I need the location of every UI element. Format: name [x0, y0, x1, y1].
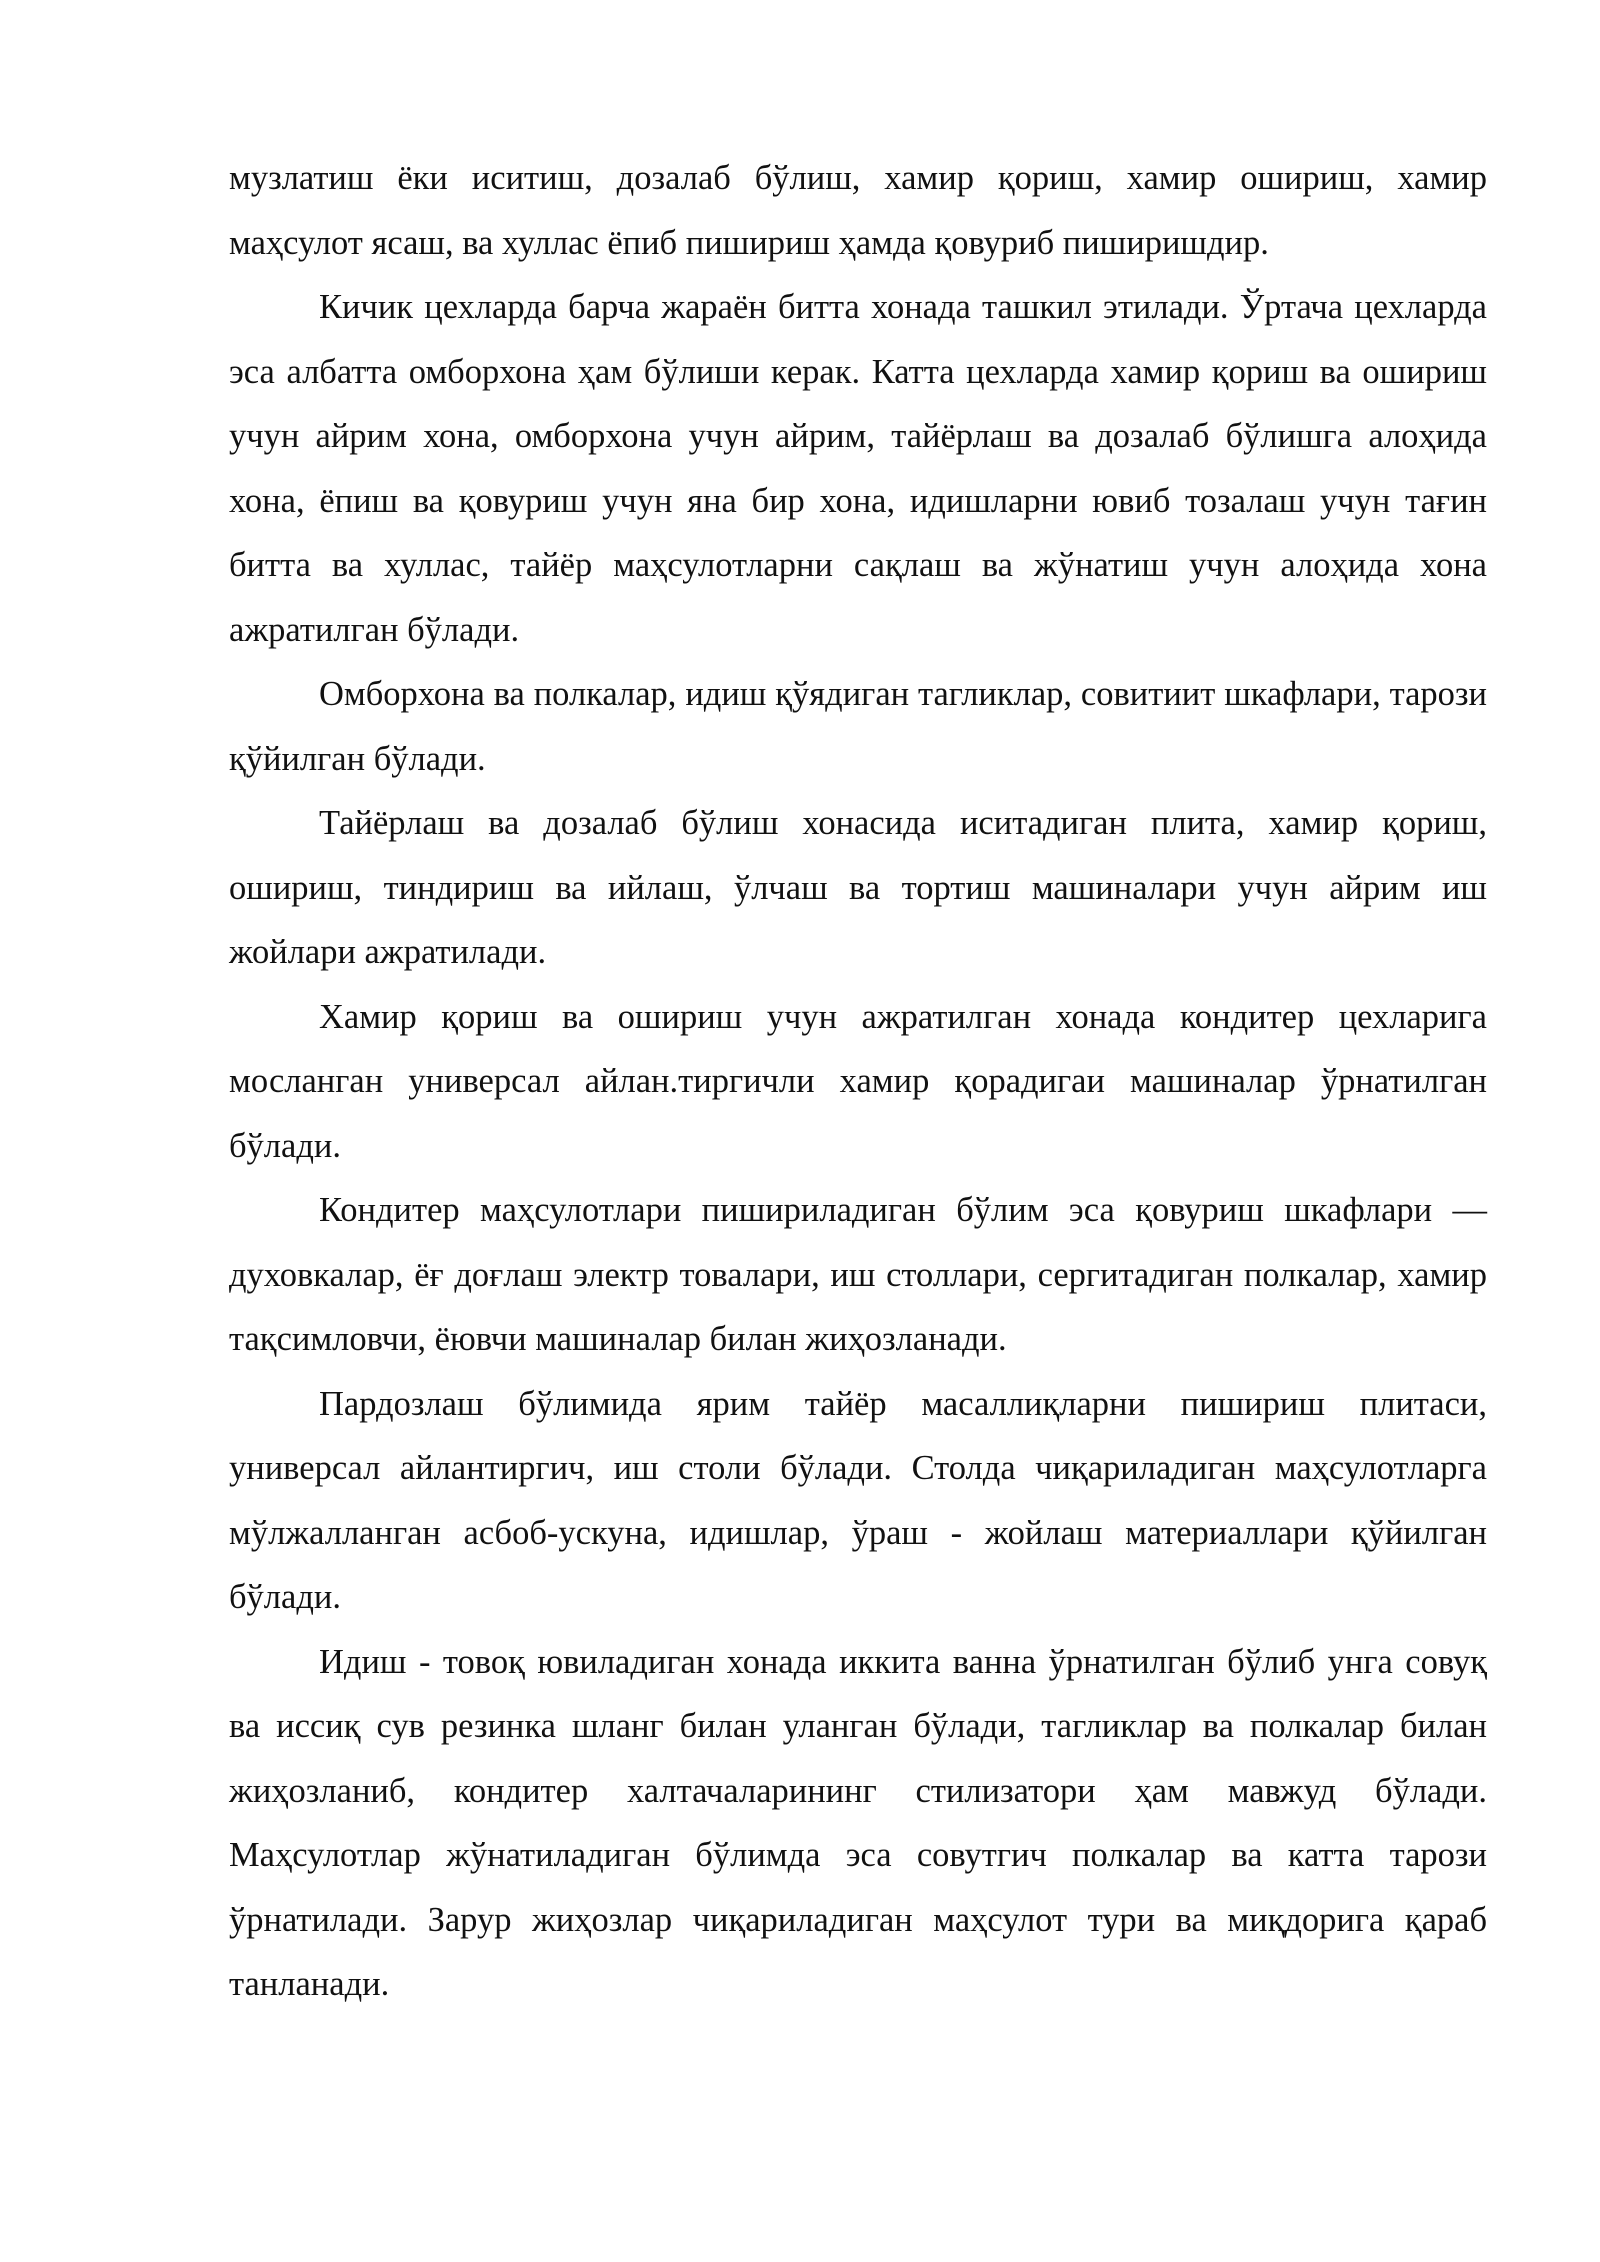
paragraph-8: Идиш - товоқ ювиладиган хонада иккита ванна ўрнатилган бўлиб унга совуқ ва иссиқ сув резинка шланг билан уланган бўлади, тагликлар ва полкалар билан жиҳозланиб, кондитер халтачаларининг стилизатори ҳам мавжуд бўлади. Маҳсулотлар жўнатиладиган бўлимда эса совутгич полкалар ва катта тарози ўрнатилади. Зарур жиҳозлар чиқариладиган маҳсулот тури ва миқдорига қараб танланади.	[229, 1642, 1487, 2003]
paragraph-1: музлатиш ёки иситиш, дозалаб бўлиш, хамир қориш, хамир ошириш, хамир маҳсулот ясаш, ва хуллас ёпиб пишириш ҳамда қовуриб пиширишдир.	[229, 159, 1487, 262]
paragraph-4: Тайёрлаш ва дозалаб бўлиш хонасида иситадиган плита, хамир қориш, ошириш, тиндириш ва ийлаш, ўлчаш ва тортиш машиналари учун айрим иш жойлари ажратилади.	[229, 804, 1487, 971]
paragraph-5: Хамир қориш ва ошириш учун ажратилган хонада кондитер цехларига мосланган универсал айлан.тиргичли хамир қорадигаи машиналар ўрнатилган бўлади.	[229, 997, 1487, 1165]
paragraph-7: Пардозлаш бўлимида ярим тайёр масаллиқларни пишириш плитаси, универсал айлантиргич, иш столи бўлади. Столда чиқариладиган маҳсулотларга мўлжалланган асбоб-ускуна, идишлар, ўраш - жойлаш материаллари қўйилган бўлади.	[229, 1384, 1487, 1616]
paragraph-2: Кичик цехларда барча жараён битта хонада ташкил этилади. Ўртача цехларда эса албатта омборхона ҳам бўлиши керак. Катта цехларда хамир қориш ва ошириш учун айрим хона, омборхона учун айрим, тайёрлаш ва дозалаб бўлишга алоҳида хона, ёпиш ва қовуриш учун яна бир хона, идишларни ювиб тозалаш учун тағин битта ва хуллас, тайёр маҳсулотларни сақлаш ва жўнатиш учун алоҳида хона ажратилган бўлади.	[229, 288, 1487, 649]
document-page	[229, 146, 1487, 2017]
paragraph-6: Кондитер маҳсулотлари пишириладиган бўлим эса қовуриш шкафлари — духовкалар, ёғ доғлаш электр товалари, иш столлари, сергитадиган полкалар, хамир тақсимловчи, ёювчи машиналар билан жиҳозланади.	[229, 1191, 1487, 1358]
paragraph-3: Омборхона ва полкалар, идиш қўядиган тагликлар, совитиит шкафлари, тарози қўйилган бўлади.	[229, 675, 1487, 778]
